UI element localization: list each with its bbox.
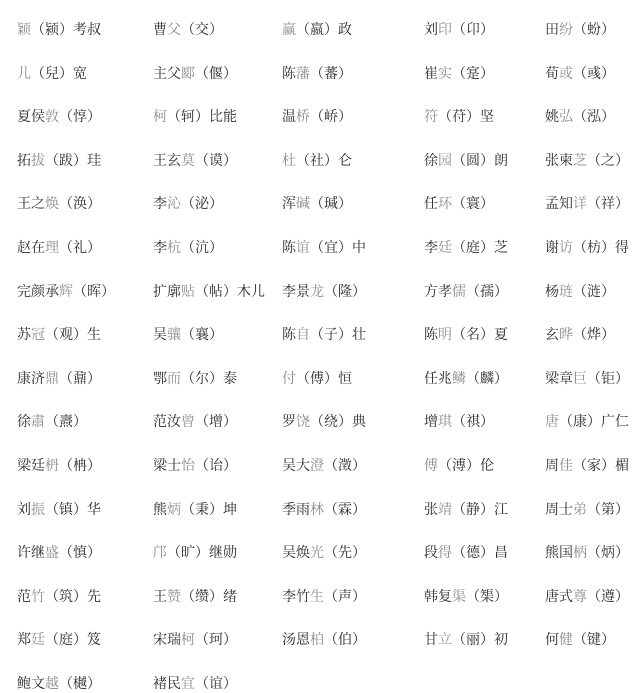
name-entry: [153, 239, 223, 257]
entry-text: （缵）绪: [181, 589, 237, 605]
miswritten-char: 印: [438, 22, 452, 38]
miswritten-char: 怡: [181, 458, 195, 474]
entry-text: 完颜承: [17, 284, 59, 300]
entry-text: 韩复: [424, 589, 452, 605]
entry-text: 张: [424, 502, 438, 518]
entry-text: 姚: [545, 109, 559, 125]
entry-text: 玄: [545, 327, 559, 343]
name-entry: [545, 457, 629, 475]
entry-text: （之）: [587, 153, 629, 169]
entry-text: （庭）芝: [452, 240, 508, 256]
entry-text: 吴大: [282, 458, 310, 474]
entry-text: （增）: [195, 414, 237, 430]
entry-text: （礼）: [59, 240, 101, 256]
miswritten-char: 唐: [545, 414, 559, 430]
entry-text: （樾）: [59, 676, 101, 692]
entry-text: （泓）: [573, 109, 615, 125]
name-entry: [282, 326, 366, 344]
entry-text: 浑: [282, 196, 296, 212]
entry-text: （孺）: [466, 284, 508, 300]
entry-text: 孟知: [545, 196, 573, 212]
entry-text: （德）昌: [452, 545, 508, 561]
entry-text: 罗: [282, 414, 296, 430]
name-entry: [545, 544, 629, 562]
name-entry: [153, 21, 223, 39]
entry-text: 扩廓: [153, 284, 181, 300]
entry-text: （慎）: [59, 545, 101, 561]
name-entry: [545, 239, 629, 257]
name-entry: [424, 588, 508, 606]
entry-text: （谟）: [195, 153, 237, 169]
name-entry: [424, 326, 508, 344]
entry-text: 徐: [17, 414, 31, 430]
entry-text: 曹: [153, 22, 167, 38]
entry-text: （第）: [587, 502, 629, 518]
miswritten-char: 郾: [181, 66, 195, 82]
entry-text: （惇）: [59, 109, 101, 125]
name-entry: [424, 457, 494, 475]
entry-text: （瑊）: [310, 196, 352, 212]
miswritten-char: 靖: [438, 502, 452, 518]
entry-text: （襄）: [181, 327, 223, 343]
entry-text: （子）壮: [310, 327, 366, 343]
entry-text: 拓: [17, 153, 31, 169]
entry-text: 李: [153, 240, 167, 256]
miswritten-char: 理: [45, 240, 59, 256]
entry-text: （兒）宽: [31, 66, 87, 82]
miswritten-char: 柏: [310, 632, 324, 648]
entry-text: （键）: [573, 632, 615, 648]
entry-text: （涣）: [59, 196, 101, 212]
entry-text: （观）生: [45, 327, 101, 343]
name-entry: [17, 457, 101, 475]
entry-text: 吴: [153, 327, 167, 343]
name-entry: [545, 21, 615, 39]
miswritten-char: 生: [310, 589, 324, 605]
entry-text: 熊: [153, 502, 167, 518]
entry-text: 段: [424, 545, 438, 561]
name-entry: [424, 152, 508, 170]
miswritten-char: 实: [438, 66, 452, 82]
miswritten-char: 廷: [438, 240, 452, 256]
entry-text: （秉）坤: [181, 502, 237, 518]
miswritten-char: 盛: [45, 545, 59, 561]
name-entry: [282, 370, 352, 388]
name-entry: [424, 413, 494, 431]
name-entry: [424, 544, 508, 562]
entry-text: （筑）先: [45, 589, 101, 605]
entry-text: 崔: [424, 66, 438, 82]
name-entry: [153, 501, 237, 519]
entry-text: （交）: [181, 22, 223, 38]
miswritten-char: 碱: [296, 196, 310, 212]
miswritten-char: 尊: [573, 589, 587, 605]
entry-text: （诒）: [195, 458, 237, 474]
entry-text: 王玄: [153, 153, 181, 169]
entry-text: 周士: [545, 502, 573, 518]
name-entry: [153, 457, 237, 475]
name-entry: [424, 631, 508, 649]
miswritten-char: 莫: [181, 153, 195, 169]
entry-text: 陈: [282, 66, 296, 82]
name-entry: [153, 195, 223, 213]
name-entry: [153, 108, 237, 126]
name-entry: [17, 370, 101, 388]
entry-text: 方孝: [424, 284, 452, 300]
miswritten-char: 振: [31, 502, 45, 518]
entry-text: （偃）: [195, 66, 237, 82]
miswritten-char: 详: [573, 196, 587, 212]
name-entry: [282, 588, 366, 606]
entry-text: （燾）: [45, 414, 87, 430]
entry-text: 鄂: [153, 371, 167, 387]
name-entry: [282, 501, 366, 519]
miswritten-char: 赢: [282, 22, 296, 38]
name-entry: [282, 413, 366, 431]
entry-text: （跋）珪: [45, 153, 101, 169]
entry-text: 李景: [282, 284, 310, 300]
name-entry: [424, 370, 508, 388]
miswritten-char: 骧: [167, 327, 181, 343]
name-entry: [424, 283, 508, 301]
entry-text: （蚡）: [573, 22, 615, 38]
entry-text: （蕃）: [310, 66, 352, 82]
name-entry: [545, 501, 629, 519]
name-entry: [545, 588, 629, 606]
name-entry: [545, 370, 629, 388]
name-entry: [17, 239, 101, 257]
entry-text: （尔）泰: [181, 371, 237, 387]
miswritten-char: 冠: [31, 327, 45, 343]
miswritten-char: 饶: [296, 414, 310, 430]
name-entry: [153, 152, 237, 170]
entry-text: （遵）: [587, 589, 629, 605]
name-entry: [17, 65, 87, 83]
name-entry: [424, 65, 494, 83]
miswritten-char: 纷: [559, 22, 573, 38]
name-entry: [545, 195, 629, 213]
name-entry: [282, 544, 366, 562]
name-entry: [153, 283, 265, 301]
entry-text: 褚民: [153, 676, 181, 692]
name-entry: [424, 108, 494, 126]
miswritten-char: 环: [438, 196, 452, 212]
entry-text: 梁章: [545, 371, 573, 387]
entry-text: 唐式: [545, 589, 573, 605]
entry-text: 梁士: [153, 458, 181, 474]
miswritten-char: 渠: [452, 589, 466, 605]
entry-text: （溥）伦: [438, 458, 494, 474]
entry-text: （珂）: [195, 632, 237, 648]
name-entry: [17, 108, 101, 126]
miswritten-char: 光: [310, 545, 324, 561]
entry-text: （烨）: [573, 327, 615, 343]
miswritten-char: 明: [438, 327, 452, 343]
entry-text: （麟）: [466, 371, 508, 387]
entry-text: （霖）: [324, 502, 366, 518]
entry-text: （轲）比能: [167, 109, 237, 125]
name-entry: [424, 239, 508, 257]
name-entry: [282, 457, 366, 475]
entry-text: （炳）: [587, 545, 629, 561]
entry-text: 季雨: [282, 502, 310, 518]
miswritten-char: 园: [438, 153, 452, 169]
entry-text: （帖）木儿: [195, 284, 265, 300]
entry-text: 宋瑞: [153, 632, 181, 648]
entry-text: 增: [424, 414, 438, 430]
entry-text: （钜）: [587, 371, 629, 387]
entry-text: （嬴）政: [296, 22, 352, 38]
name-entry: [153, 588, 237, 606]
entry-text: 温: [282, 109, 296, 125]
miswritten-char: 巨: [573, 371, 587, 387]
miswritten-char: 枬: [45, 458, 59, 474]
miswritten-char: 立: [438, 632, 452, 648]
entry-text: （谊）: [195, 676, 237, 692]
miswritten-char: 柄: [573, 545, 587, 561]
miswritten-char: 得: [438, 545, 452, 561]
name-entry: [17, 675, 101, 693]
entry-text: 许继: [17, 545, 45, 561]
miswritten-char: 自: [296, 327, 310, 343]
entry-text: 汤恩: [282, 632, 310, 648]
entry-text: （声）: [324, 589, 366, 605]
entry-text: 夏侯: [17, 109, 45, 125]
name-entry: [153, 326, 223, 344]
entry-text: （泌）: [181, 196, 223, 212]
entry-text: （康）广仁: [559, 414, 629, 430]
name-entry: [17, 631, 101, 649]
name-entry: [153, 675, 237, 693]
miswritten-char: 颖: [17, 22, 31, 38]
miswritten-char: 竹: [31, 589, 45, 605]
name-entry: [282, 65, 352, 83]
miswritten-char: 鳞: [452, 371, 466, 387]
entry-text: 任: [424, 196, 438, 212]
name-entry: [545, 413, 629, 431]
entry-text: 张柬: [545, 153, 573, 169]
entry-text: 李: [424, 240, 438, 256]
name-entry: [545, 326, 615, 344]
entry-text: 徐: [424, 153, 438, 169]
entry-text: 李竹: [282, 589, 310, 605]
miswritten-char: 曾: [181, 414, 195, 430]
entry-text: 田: [545, 22, 559, 38]
entry-text: （峤）: [310, 109, 352, 125]
entry-text: （名）夏: [452, 327, 508, 343]
miswritten-char: 佳: [559, 458, 573, 474]
miswritten-char: 傅: [424, 458, 438, 474]
entry-text: （庭）笈: [45, 632, 101, 648]
name-entry: [153, 370, 237, 388]
miswritten-char: 杜: [282, 153, 296, 169]
name-entry: [282, 21, 352, 39]
name-entry: [545, 152, 629, 170]
name-entry: [545, 108, 615, 126]
miswritten-char: 拔: [31, 153, 45, 169]
name-entry: [17, 501, 101, 519]
entry-text: （鼐）: [59, 371, 101, 387]
entry-text: 赵在: [17, 240, 45, 256]
miswritten-char: 晔: [559, 327, 573, 343]
miswritten-char: 桥: [296, 109, 310, 125]
entry-text: （寔）: [452, 66, 494, 82]
entry-text: 甘: [424, 632, 438, 648]
miswritten-char: 鼎: [45, 371, 59, 387]
entry-text: （涟）: [573, 284, 615, 300]
entry-text: （丽）初: [452, 632, 508, 648]
entry-text: （澂）: [324, 458, 366, 474]
miswritten-char: 谊: [296, 240, 310, 256]
entry-text: （镇）华: [45, 502, 101, 518]
entry-text: 陈: [282, 327, 296, 343]
entry-text: （社）仑: [296, 153, 352, 169]
entry-text: （傅）恒: [296, 371, 352, 387]
entry-text: （苻）坚: [438, 109, 494, 125]
miswritten-char: 林: [310, 502, 324, 518]
entry-text: （隆）: [324, 284, 366, 300]
entry-text: （晖）: [73, 284, 115, 300]
name-entry: [17, 326, 101, 344]
miswritten-char: 杭: [167, 240, 181, 256]
entry-text: （卬）: [452, 22, 494, 38]
entry-text: 熊国: [545, 545, 573, 561]
miswritten-char: 沁: [167, 196, 181, 212]
name-entry: [153, 65, 237, 83]
name-entry: [545, 65, 615, 83]
miswritten-char: 柯: [181, 632, 195, 648]
name-entry: [153, 631, 237, 649]
name-entry: [545, 283, 615, 301]
miswritten-char: 炳: [167, 502, 181, 518]
entry-text: 杨: [545, 284, 559, 300]
entry-text: （沆）: [181, 240, 223, 256]
name-entry: [545, 631, 615, 649]
entry-text: 周: [545, 458, 559, 474]
entry-text: 王之: [17, 196, 45, 212]
name-entry: [282, 195, 352, 213]
entry-text: （先）: [324, 545, 366, 561]
miswritten-char: 宜: [181, 676, 195, 692]
miswritten-char: 访: [559, 240, 573, 256]
miswritten-char: 弘: [559, 109, 573, 125]
miswritten-char: 贴: [181, 284, 195, 300]
entry-text: （圆）朗: [452, 153, 508, 169]
entry-text: 梁廷: [17, 458, 45, 474]
entry-text: 刘: [17, 502, 31, 518]
miswritten-char: 敦: [45, 109, 59, 125]
entry-text: 荀: [545, 66, 559, 82]
miswritten-char: 柯: [153, 109, 167, 125]
entry-text: 范: [17, 589, 31, 605]
name-entry: [17, 152, 101, 170]
name-entry: [282, 108, 352, 126]
name-entry: [424, 195, 494, 213]
miswritten-char: 澄: [310, 458, 324, 474]
name-entry: [153, 413, 237, 431]
name-entry: [17, 21, 101, 39]
entry-text: 陈: [424, 327, 438, 343]
miswritten-char: 廷: [31, 632, 45, 648]
entry-text: 范汝: [153, 414, 181, 430]
miswritten-char: 琪: [438, 414, 452, 430]
entry-text: （祥）: [587, 196, 629, 212]
name-entry: [153, 544, 237, 562]
miswritten-char: 琏: [559, 284, 573, 300]
name-entry: [282, 152, 352, 170]
entry-text: （家）楣: [573, 458, 629, 474]
name-entry: [282, 239, 366, 257]
entry-text: 任兆: [424, 371, 452, 387]
miswritten-char: 辉: [59, 284, 73, 300]
miswritten-char: 儒: [452, 284, 466, 300]
entry-text: 苏: [17, 327, 31, 343]
entry-text: （柟）: [59, 458, 101, 474]
miswritten-char: 父: [167, 22, 181, 38]
entry-text: （彧）: [573, 66, 615, 82]
entry-text: 谢: [545, 240, 559, 256]
miswritten-char: 芝: [573, 153, 587, 169]
miswritten-char: 龙: [310, 284, 324, 300]
miswritten-char: 越: [45, 676, 59, 692]
miswritten-char: 而: [167, 371, 181, 387]
entry-text: 何: [545, 632, 559, 648]
entry-text: （寰）: [452, 196, 494, 212]
name-entry: [424, 501, 508, 519]
name-entry: [17, 283, 115, 301]
miswritten-char: 或: [559, 66, 573, 82]
entry-text: （颍）考叔: [31, 22, 101, 38]
entry-text: 李: [153, 196, 167, 212]
entry-text: （旷）继勋: [167, 545, 237, 561]
name-entry: [17, 413, 87, 431]
entry-text: （祺）: [452, 414, 494, 430]
entry-text: （绕）典: [310, 414, 366, 430]
name-entry: [17, 588, 101, 606]
entry-text: 鲍文: [17, 676, 45, 692]
miswritten-char: 邝: [153, 545, 167, 561]
miswritten-char: 儿: [17, 66, 31, 82]
miswritten-char: 符: [424, 109, 438, 125]
entry-text: 吴焕: [282, 545, 310, 561]
name-entry: [282, 283, 366, 301]
miswritten-char: 肅: [31, 414, 45, 430]
name-entry: [17, 195, 101, 213]
entry-text: 郑: [17, 632, 31, 648]
miswritten-char: 赞: [167, 589, 181, 605]
miswritten-char: 焕: [45, 196, 59, 212]
entry-text: （枋）得: [573, 240, 629, 256]
entry-text: 王: [153, 589, 167, 605]
name-entry: [282, 631, 366, 649]
name-entry: [17, 544, 101, 562]
miswritten-char: 藩: [296, 66, 310, 82]
miswritten-char: 弟: [573, 502, 587, 518]
entry-text: （静）江: [452, 502, 508, 518]
entry-text: （伯）: [324, 632, 366, 648]
entry-text: 康济: [17, 371, 45, 387]
entry-text: （榘）: [466, 589, 508, 605]
entry-text: 刘: [424, 22, 438, 38]
entry-text: 陈: [282, 240, 296, 256]
miswritten-char: 健: [559, 632, 573, 648]
entry-text: 主父: [153, 66, 181, 82]
miswritten-char: 付: [282, 371, 296, 387]
entry-text: （宜）中: [310, 240, 366, 256]
name-entry: [424, 21, 494, 39]
